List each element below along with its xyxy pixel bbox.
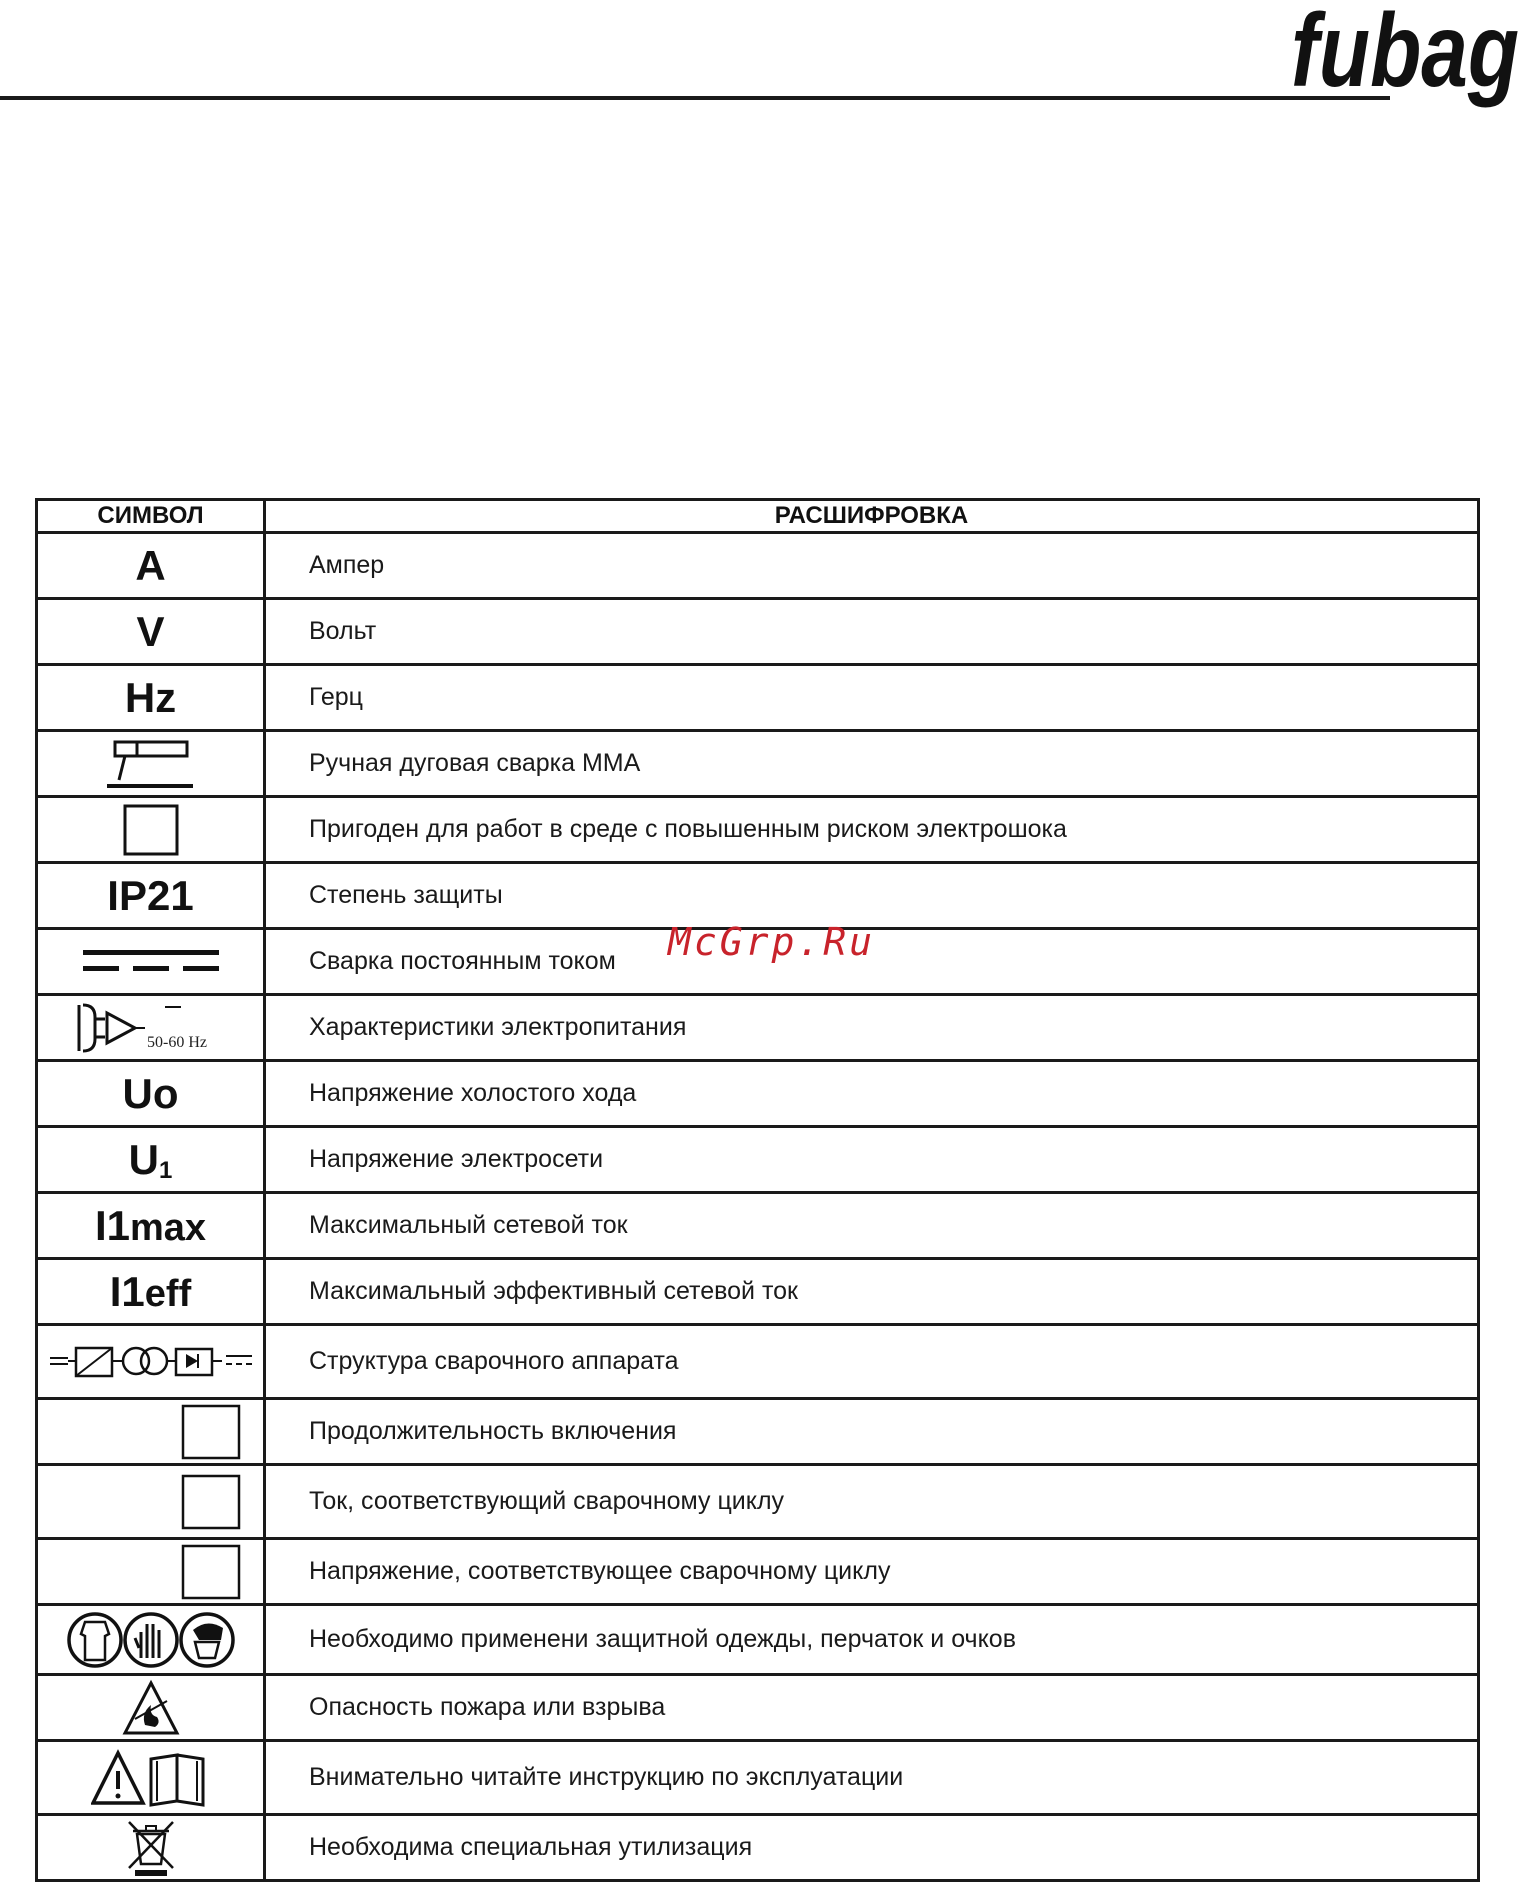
welder-structure-icon [46, 1342, 256, 1382]
read-manual-icon [91, 1749, 211, 1807]
table-row [37, 1605, 1479, 1675]
symbol-i1max: I1max [94, 1201, 207, 1249]
table-row [37, 995, 1479, 1061]
table-row [37, 1675, 1479, 1741]
table-row [37, 1465, 1479, 1539]
row-description: Структура сварочного аппарата [265, 1325, 1479, 1399]
table-row [37, 1399, 1479, 1465]
symbol-volt: V [136, 607, 165, 655]
protective-gear-icon [65, 1608, 237, 1672]
row-description: Напряжение электросети [265, 1127, 1479, 1193]
logo-text: fubag [1291, 0, 1519, 109]
table-row [37, 1061, 1479, 1127]
table-row [37, 599, 1479, 665]
table-row [37, 731, 1479, 797]
symbol-i1eff: I1eff [109, 1267, 192, 1315]
row-description: Максимальный сетевой ток [265, 1193, 1479, 1259]
empty-box-icon [61, 1402, 241, 1462]
row-description: Ручная дуговая сварка MMA [265, 731, 1479, 797]
table-row [37, 1741, 1479, 1815]
row-description: Напряжение холостого хода [265, 1061, 1479, 1127]
row-description: Вольт [265, 599, 1479, 665]
symbol-ip21: IP21 [107, 871, 194, 919]
symbol-ampere: A [135, 541, 166, 589]
table-row [37, 665, 1479, 731]
frequency-caption: 50-60 Hz [146, 1033, 207, 1051]
table-row [37, 1815, 1479, 1881]
table-header-row [37, 500, 1479, 533]
empty-box-icon [61, 1472, 241, 1532]
table-row [37, 1325, 1479, 1399]
row-description: Внимательно читайте инструкцию по эксплуатации [265, 1741, 1479, 1815]
row-description: Опасность пожара или взрыва [265, 1675, 1479, 1741]
row-description: Степень защиты [265, 863, 1479, 929]
table-row [37, 797, 1479, 863]
header-rule [0, 96, 1390, 100]
header-description: РАСШИФРОВКА [265, 500, 1479, 533]
header-symbol: СИМВОЛ [37, 500, 265, 533]
symbol-uo: Uo [122, 1069, 179, 1117]
table-row [37, 533, 1479, 599]
watermark-text: McGrp.Ru [668, 920, 876, 964]
shock-risk-square-icon [121, 802, 181, 858]
table-row [37, 1539, 1479, 1605]
row-description: Сварка постоянным током [265, 929, 1479, 995]
table-row [37, 1259, 1479, 1325]
power-supply-plug-icon [71, 999, 231, 1057]
row-description: Максимальный эффективный сетевой ток [265, 1259, 1479, 1325]
row-description: Необходимо применени защитной одежды, перчаток и очков [265, 1605, 1479, 1675]
fire-hazard-icon [121, 1679, 181, 1737]
row-description: Продолжительность включения [265, 1399, 1479, 1465]
table-row [37, 1127, 1479, 1193]
symbol-hertz: Hz [124, 673, 177, 721]
direct-current-icon [81, 942, 221, 982]
row-description: Необходима специальная утилизация [265, 1815, 1479, 1881]
table-row [37, 863, 1479, 929]
row-description: Ток, соответствующий сварочному циклу [265, 1465, 1479, 1539]
empty-box-icon [61, 1542, 241, 1602]
symbol-u1: $U_1$ [128, 1135, 173, 1184]
row-description: Пригоден для работ в среде с повышенным риском электрошока [265, 797, 1479, 863]
symbols-table [35, 498, 1480, 1882]
row-description: Ампер [265, 533, 1479, 599]
row-description: Напряжение, соответствующее сварочному циклу [265, 1539, 1479, 1605]
special-disposal-icon [121, 1818, 181, 1878]
table-row [37, 1193, 1479, 1259]
row-description: Характеристики электропитания [265, 995, 1479, 1061]
mma-welding-icon [101, 736, 201, 792]
row-description: Герц [265, 665, 1479, 731]
